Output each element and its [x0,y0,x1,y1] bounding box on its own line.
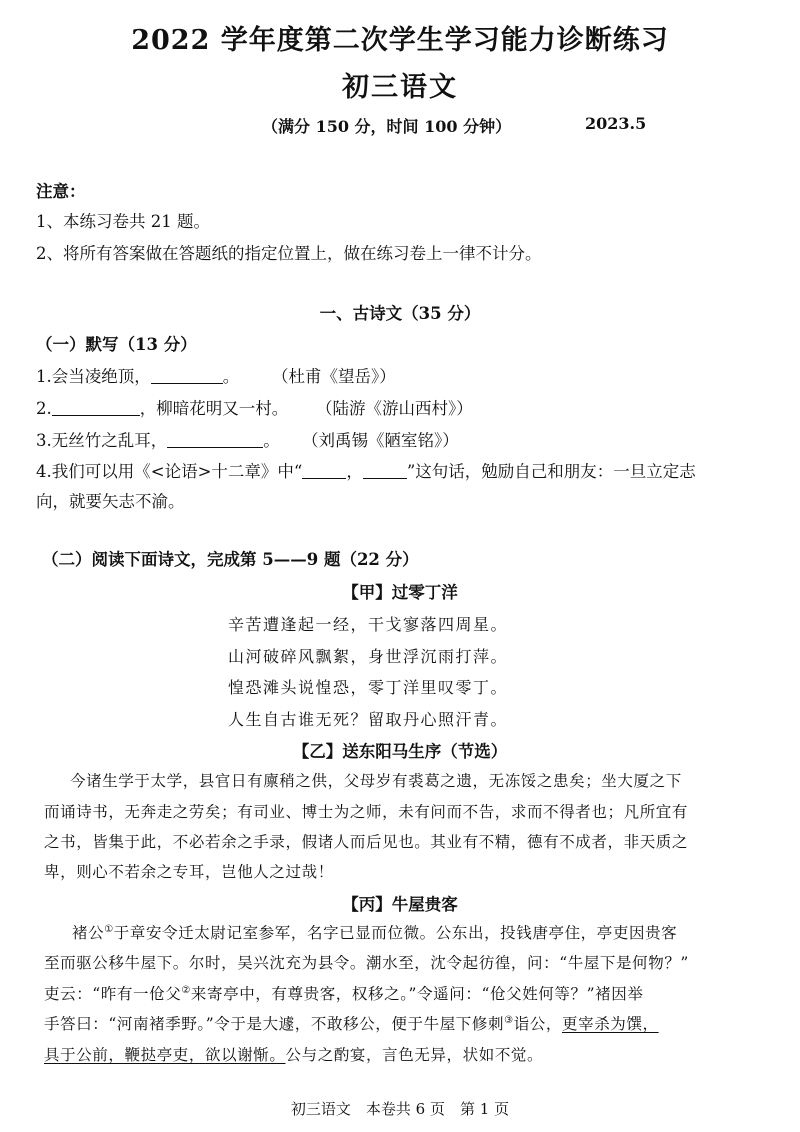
question-1-end: 。 [222,367,240,386]
poem-line: 辛苦遭逢起一经，干戈寥落四周星。 [228,615,509,634]
passage-yi-line: 今诸生学于太学，县官日有廪稍之供，父母岁有裘葛之遗，无冻馁之患矣；坐大厦之下 [70,772,682,790]
question-3-text: 3.无丝竹之乱耳， [36,431,168,450]
underlined-sentence: 更宰杀为馔， [562,1015,659,1033]
exam-subject: 初三语文 [342,72,458,103]
answer-blank [52,399,140,417]
question-4-text: 4.我们可以用《<论语>十二章》中“ [36,462,303,481]
passage-bing-title: 【丙】牛屋贵客 [342,895,458,914]
question-2-number: 2. [36,399,52,418]
question-1-text: 1.会当凌绝顶， [36,367,151,386]
answer-blank [363,462,407,480]
footnote-marker: ① [104,923,114,935]
passage-bing-line: 至而驱公移牛屋下。尔时，吴兴沈充为县令。潮水至，沈令起彷徨，问：“牛屋下是何物？” [44,954,689,972]
notice-label: 注意： [36,182,86,201]
passage-yi-line: 之书，皆集于此，不必若余之手录，假诸人而后见也。其业有不精，德有不成者，非天质之 [44,833,689,851]
passage-text: 褚公 [72,924,105,942]
exam-title: 2022 学年度第二次学生学习能力诊断练习 [131,25,669,56]
passage-bing-line [44,1043,543,1065]
question-4-line2: 向，就要矢志不渝。 [36,492,185,511]
underlined-sentence: 具于公前，鞭挞亭吏，欲以谢惭。 [44,1046,286,1064]
passage-text: 来寄亭中，有尊贵客，权移之。”令遥问：“伧父姓何等？”褚因举 [190,985,644,1003]
question-2-text: ，柳暗花明又一村。 [139,399,289,418]
poem-line: 山河破碎风飘絮，身世浮沉雨打萍。 [228,647,509,666]
poem-line: 人生自古谁无死？留取丹心照汗青。 [228,710,509,729]
answer-blank [151,367,223,385]
score-time-info: （满分 150 分，时间 100 分钟） [262,117,512,136]
question-1 [36,363,239,387]
question-3-end: 。 [263,431,280,450]
question-3 [36,427,280,451]
notice-item-2: 2、将所有答案做在答题纸的指定位置上，做在练习卷上一律不计分。 [36,244,542,263]
poem-jia-title: 【甲】过零丁洋 [342,583,458,602]
passage-yi-title: 【乙】送东阳马生序（节选） [292,742,508,761]
answer-blank [302,462,346,480]
question-1-source: （杜甫《望岳》） [272,367,396,386]
passage-yi-line: 卑，则心不若余之专耳，岂他人之过哉！ [44,863,334,881]
question-4-text-end: ”这句话，勉励自己和朋友：一旦立定志 [406,462,696,481]
passage-bing-line [44,1012,659,1034]
passage-text: 公与之酌宴，言色无异，状如不觉。 [285,1046,544,1064]
question-3-source: （刘禹锡《陋室铭》） [302,431,459,450]
passage-bing-line [44,982,643,1004]
question-2 [36,395,288,419]
part2-title: （二）阅读下面诗文，完成第 5——9 题（22 分） [42,550,419,569]
passage-bing-line [72,921,677,943]
part1-title: （一）默写（13 分） [36,335,197,354]
question-4-comma: ， [346,462,363,481]
footnote-marker: ② [181,984,191,996]
poem-line: 惶恐滩头说惶恐，零丁洋里叹零丁。 [228,678,509,697]
question-4 [36,458,696,482]
section-title: 一、古诗文（35 分） [319,304,481,323]
question-2-source: （陆游《游山西村》） [316,399,473,418]
passage-yi-line: 而诵诗书，无奔走之劳矣；有司业、博士为之师，未有问而不告，求而不得者也；凡所宜有 [44,803,689,821]
passage-text: 吏云：“昨有一伧父 [44,985,182,1003]
passage-text: 诣公， [513,1015,562,1033]
notice-item-1: 1、本练习卷共 21 题。 [36,212,210,231]
exam-date: 2023.5 [585,114,647,133]
answer-blank [167,431,263,449]
page-footer: 初三语文 本卷共 6 页 第 1 页 [290,1100,510,1118]
passage-text: 于章安令迁太尉记室参军，名字已显而位微。公东出，投钱唐亭住，亭吏因贵客 [113,924,678,942]
passage-text: 手答曰：“河南褚季野。”令于是大遽，不敢移公，便于牛屋下修刺 [44,1015,505,1033]
footnote-marker: ③ [504,1014,514,1026]
